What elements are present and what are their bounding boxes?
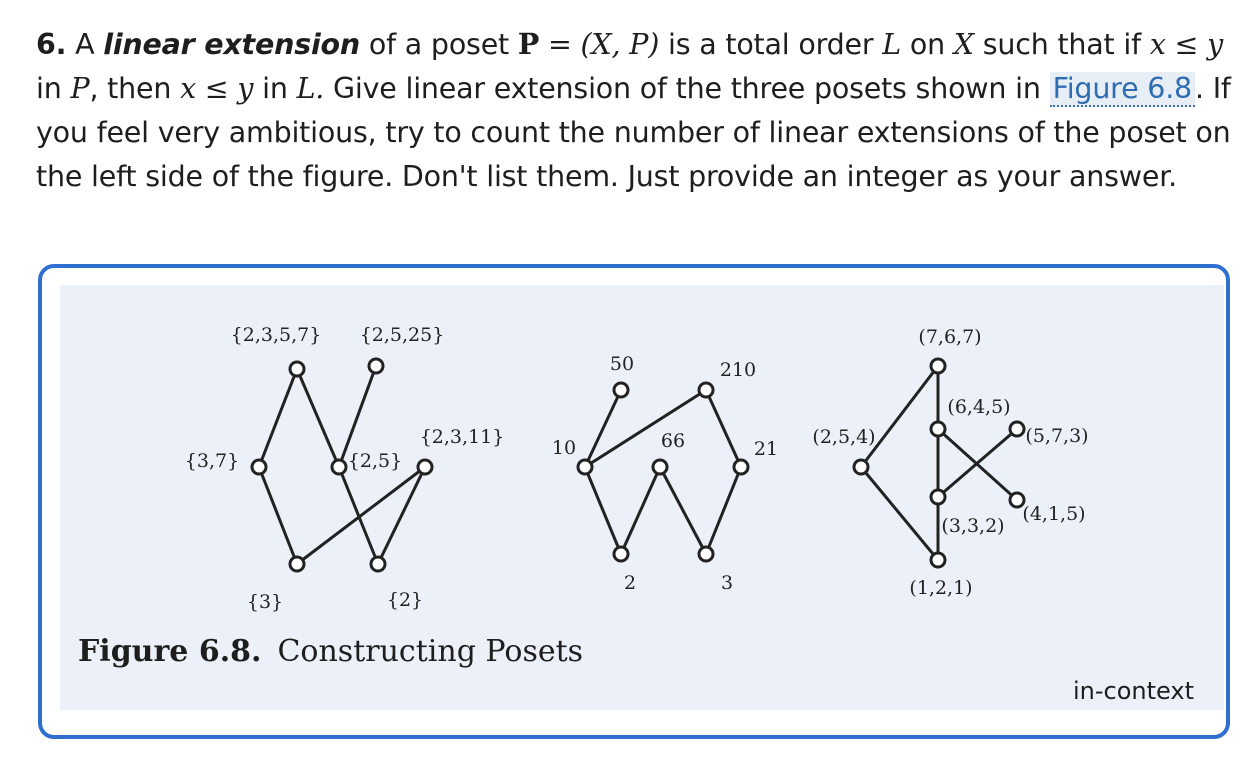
math-P: P [517, 27, 540, 61]
poset-3-node-q [1010, 422, 1024, 436]
poset-2-node-l [734, 460, 748, 474]
poset-1-label-g: {2} [386, 589, 424, 611]
poset-3-label-t: (3,3,2) [941, 515, 1005, 537]
text-7: in [262, 72, 288, 105]
defined-term: linear extension [103, 28, 361, 61]
poset-2-label-k: 66 [660, 430, 686, 452]
in-context-label[interactable]: in-context [1073, 677, 1194, 705]
poset-3-label-q: (5,7,3) [1025, 425, 1089, 447]
poset-2-node-n [699, 547, 713, 561]
poset-1-label-a: {2,3,5,7} [230, 324, 322, 346]
math-L: L [882, 28, 901, 61]
text-8: Give linear extension of the three posets shown in [333, 72, 1041, 105]
poset-1-edge-a-c [259, 369, 297, 467]
poset-1-label-c: {3,7} [184, 450, 240, 472]
caption-text: Constructing Posets [277, 634, 584, 669]
text-6: , then [89, 72, 172, 105]
math-xy1: x ≤ y [1149, 28, 1223, 61]
text-2: is a total order [668, 28, 874, 61]
poset-2-node-h [614, 383, 628, 397]
poset-1-label-f: {3} [246, 591, 284, 613]
poset-1-node-g [371, 557, 385, 571]
poset-1-node-b [369, 359, 383, 373]
poset-2-edge-i-l [706, 390, 741, 467]
poset-2-label-i: 210 [719, 359, 757, 381]
poset-3-node-r [854, 460, 868, 474]
text-9: . If you feel very ambitious, try to count the number of linear extensions of the poset on the left side of the figure. Don't list them. Just provide an integer as your answer. [36, 72, 1231, 193]
poset-3-edge-r-u [861, 467, 938, 560]
poset-2-edge-j-m [585, 467, 621, 554]
math-L2: L. [296, 72, 325, 105]
poset-1-edge-a-d [297, 369, 339, 467]
text-1: of a poset [368, 28, 510, 61]
poset-1-node-c [252, 460, 266, 474]
poset-1-edge-e-f [297, 467, 425, 564]
poset-2-label-h: 50 [609, 353, 635, 375]
poset-2-label-n: 3 [720, 572, 734, 594]
figure-caption [78, 634, 583, 669]
poset-1-label-d: {2,5} [347, 450, 403, 472]
poset-1-edge-d-g [339, 467, 378, 564]
poset-2-edge-k-n [660, 467, 706, 554]
text-intro: A [75, 28, 95, 61]
poset-3-node-p [931, 422, 945, 436]
math-P2: P [70, 72, 90, 105]
poset-1-edge-e-g [378, 467, 425, 564]
poset-3-node-t [931, 490, 945, 504]
poset-2-node-i [699, 383, 713, 397]
poset-2-label-m: 2 [623, 572, 637, 594]
text-3: on [909, 28, 945, 61]
caption-label: Figure 6.8. [78, 634, 262, 669]
poset-3-label-r: (2,5,4) [812, 426, 876, 448]
poset-2-node-j [578, 460, 592, 474]
poset-2-edge-l-n [706, 467, 741, 554]
poset-2-edge-k-m [621, 467, 660, 554]
poset-2-label-j: 10 [551, 437, 577, 459]
problem-number: 6. [36, 28, 67, 61]
poset-2-label-l: 21 [753, 438, 779, 460]
text-4: such that if [982, 28, 1141, 61]
figure-link[interactable]: Figure 6.8 [1050, 72, 1195, 107]
poset-3-node-o [931, 359, 945, 373]
poset-3-node-u [931, 553, 945, 567]
poset-3-label-o: (7,6,7) [918, 326, 982, 348]
poset-3-label-s: (4,1,5) [1022, 503, 1086, 525]
poset-1-node-f [290, 557, 304, 571]
poset-2-node-m [614, 547, 628, 561]
poset-1-edge-c-f [259, 467, 297, 564]
poset-1-label-e: {2,3,11} [419, 426, 505, 448]
poset-1-node-e [418, 460, 432, 474]
poset-2-node-k [653, 460, 667, 474]
poset-1-node-d [332, 460, 346, 474]
poset-1-label-b: {2,5,25} [359, 324, 445, 346]
poset-1-node-a [290, 362, 304, 376]
math-X: X [953, 28, 974, 61]
math-xy2: x ≤ y [180, 72, 254, 105]
poset-3-label-u: (1,2,1) [909, 577, 973, 599]
poset-3-edge-o-r [861, 366, 938, 467]
math-eq: = (X, P) [539, 28, 660, 61]
text-5: in [36, 72, 62, 105]
poset-3-label-p: (6,4,5) [947, 396, 1011, 418]
